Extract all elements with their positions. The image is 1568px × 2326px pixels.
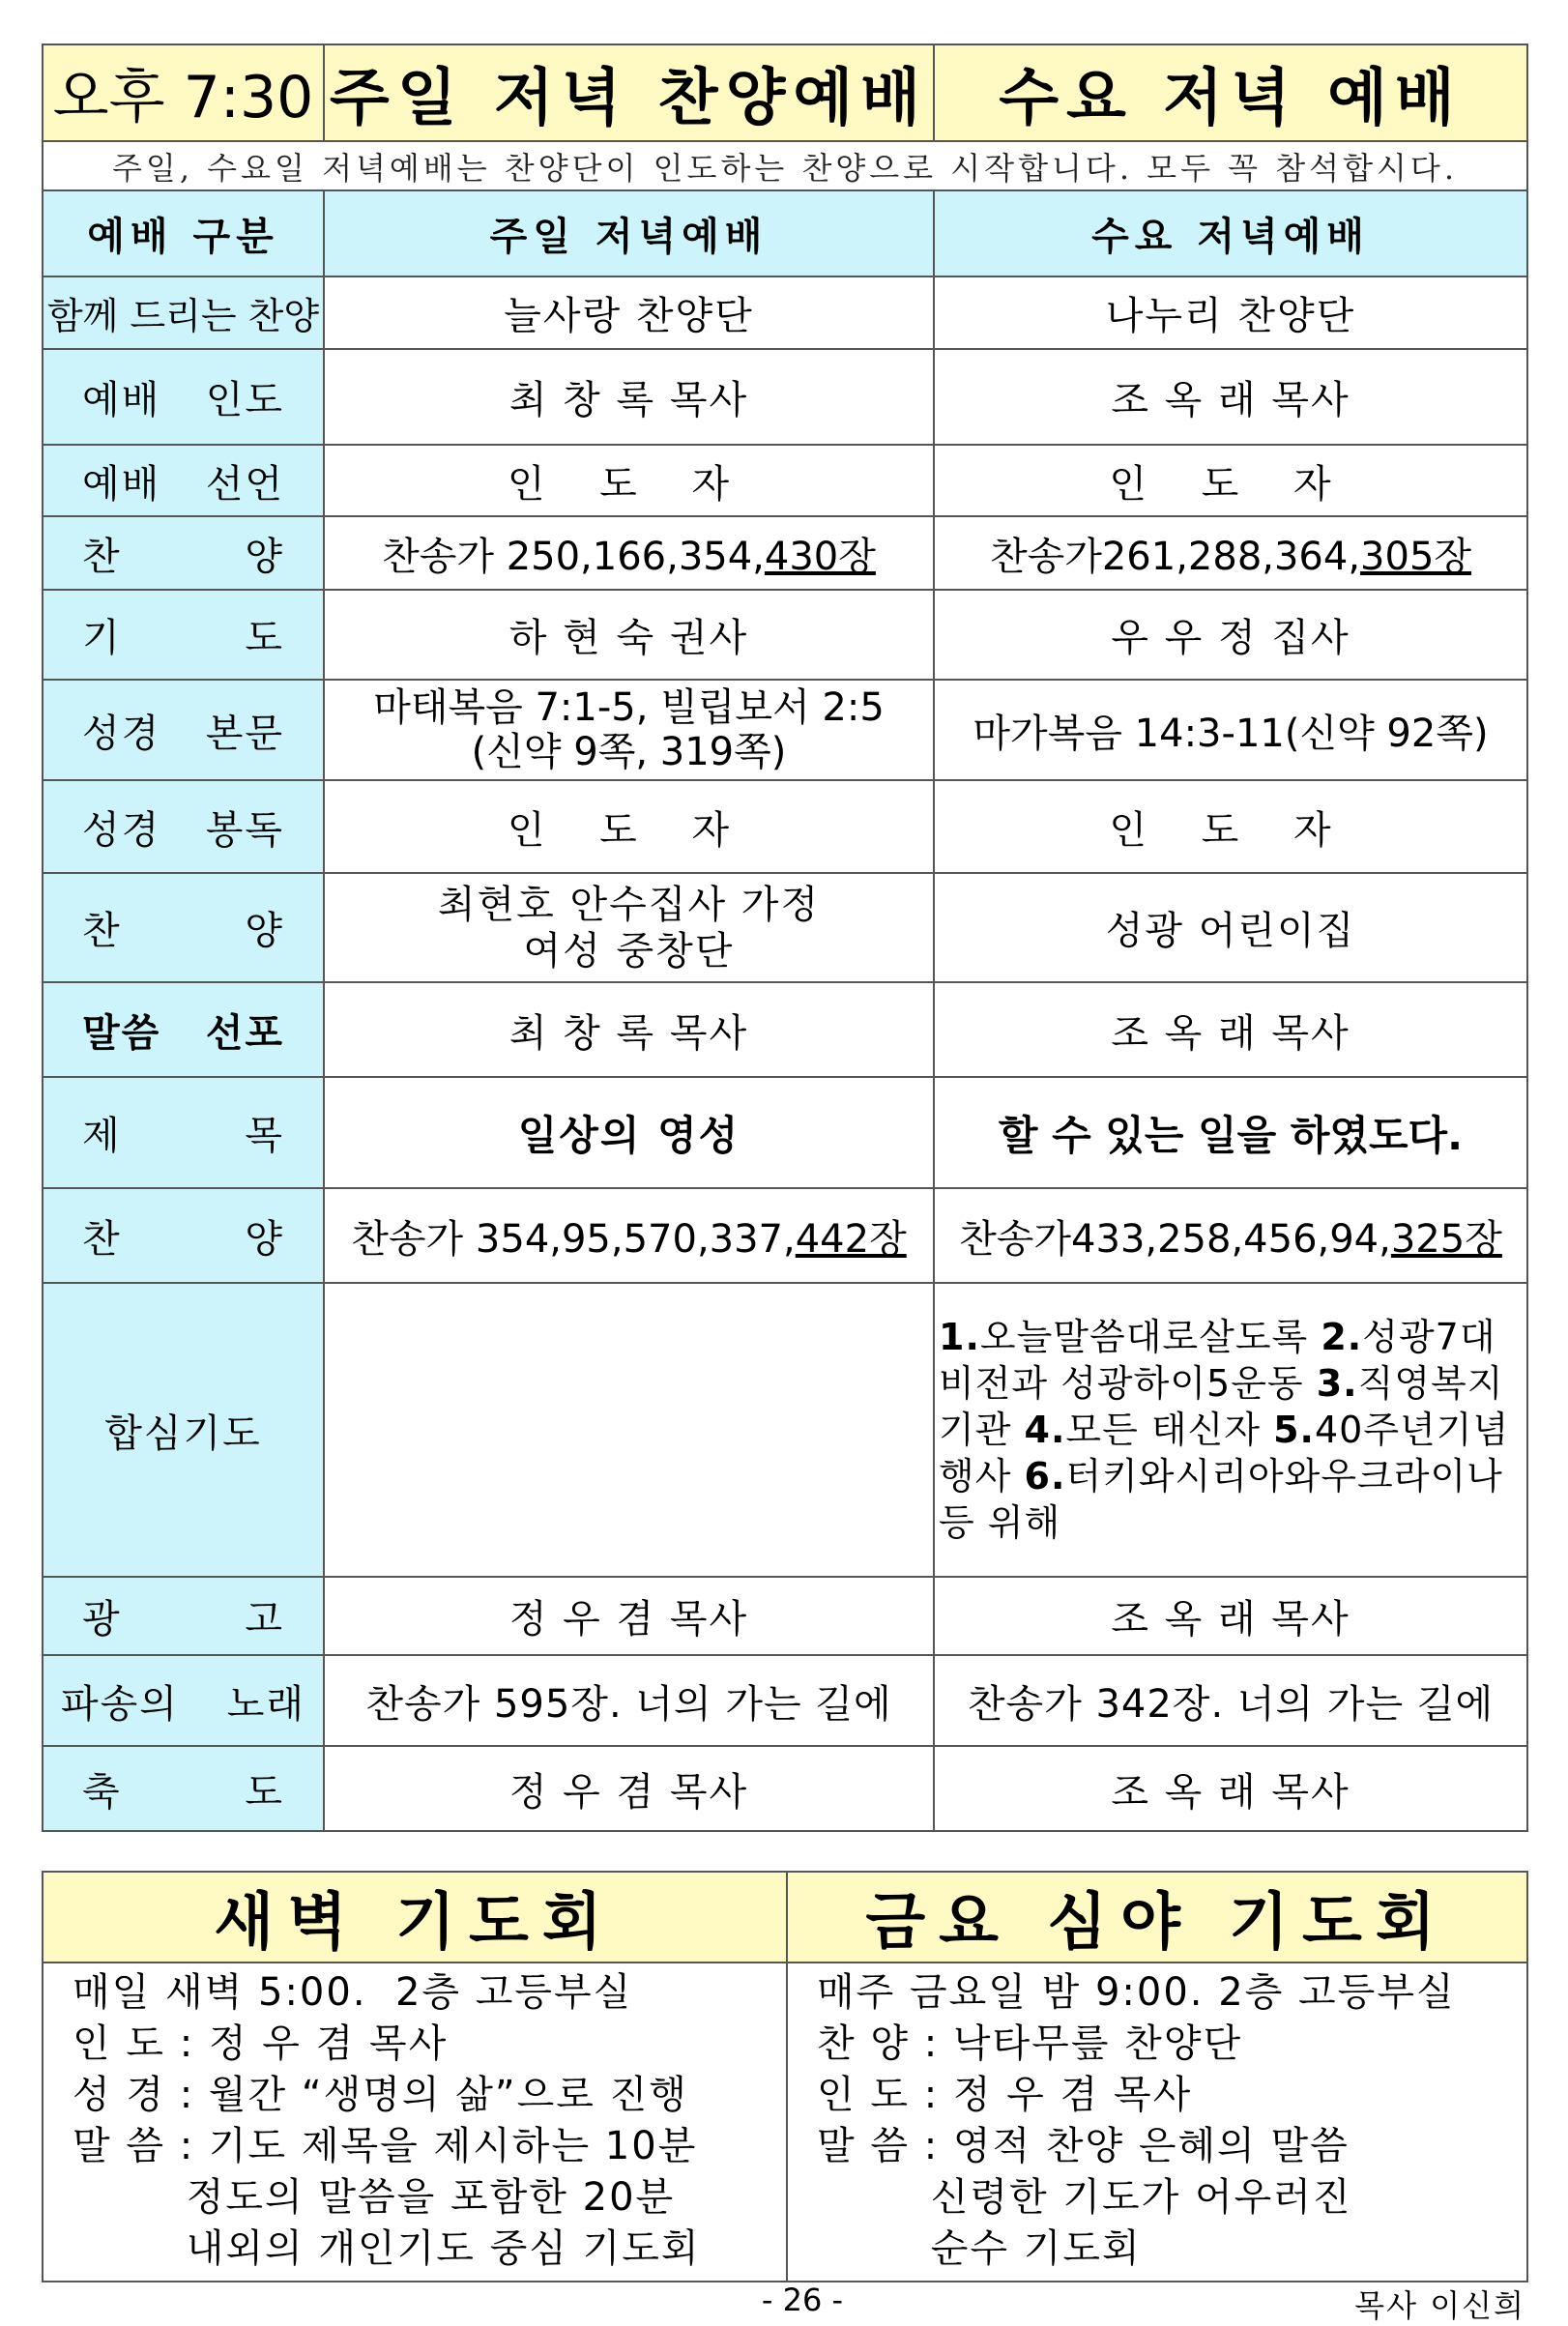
label-part: 인도	[205, 378, 284, 422]
page-number: - 26 -	[761, 2282, 844, 2318]
label-part: 양	[245, 1216, 284, 1262]
row-label	[43, 349, 324, 445]
hymn-numbers: 찬송가 354,95,570,337,	[351, 1216, 796, 1262]
sunday-value: 찬송가 595장. 너의 가는 길에	[324, 1655, 934, 1746]
friday-prayer-details	[787, 1963, 1527, 2282]
sunday-value	[324, 873, 934, 982]
worship-schedule-table	[42, 44, 1528, 1832]
notice-row	[43, 141, 1527, 190]
sunday-value: 인 도 자	[324, 780, 934, 873]
column-header-label: 예배 구분	[43, 190, 324, 276]
sunday-value: 인 도 자	[324, 445, 934, 516]
dawn-line: 성 경 : 월간 “생명의 삶”으로 진행	[73, 2073, 688, 2117]
row-label	[43, 1655, 324, 1746]
prayer-topic-number: 2.	[1321, 1316, 1363, 1358]
wednesday-value: 찬송가 342장. 너의 가는 길에	[934, 1655, 1527, 1746]
label-part: 성경	[82, 807, 161, 853]
sunday-value	[324, 680, 934, 780]
hymn-numbers: 찬송가 250,166,354,	[382, 534, 765, 579]
wednesday-value: 우 우 정 집사	[934, 590, 1527, 680]
friday-line: 신령한 기도가 어우러진	[817, 2175, 1352, 2220]
row-label	[43, 1188, 324, 1283]
label-part: 선언	[205, 461, 284, 507]
row-label	[43, 982, 324, 1077]
label-part: 본문	[205, 711, 284, 756]
row-label	[43, 516, 324, 590]
row-label	[43, 1077, 324, 1188]
row-choir	[43, 276, 1527, 349]
row-announcements	[43, 1577, 1527, 1655]
sunday-sermon-title: 일상의 영성	[324, 1077, 934, 1188]
label-part: 광	[82, 1597, 122, 1642]
prayer-meetings-header	[43, 1872, 1527, 1963]
wednesday-value	[934, 516, 1527, 590]
label-part: 목	[245, 1114, 284, 1158]
hymn-number-underlined: 430장	[764, 534, 876, 579]
wednesday-sermon-title: 할 수 있는 일을 하였도다.	[934, 1077, 1527, 1188]
hymn-number-underlined: 305장	[1360, 534, 1472, 579]
sunday-value: 정 우 겸 목사	[324, 1577, 934, 1655]
dawn-line: 인 도 : 정 우 겸 목사	[73, 2021, 449, 2066]
row-label	[43, 1746, 324, 1831]
label-part: 성경	[82, 711, 161, 756]
row-hymn-closing	[43, 1188, 1527, 1283]
wednesday-value: 성광 어린이집	[934, 873, 1527, 982]
row-label	[43, 590, 324, 680]
column-header-sunday: 주일 저녁예배	[324, 190, 934, 276]
label-part: 파송의	[61, 1681, 179, 1727]
prayer-topic-number: 1.	[939, 1316, 980, 1358]
label-part: 도	[245, 1769, 284, 1815]
sunday-value	[324, 516, 934, 590]
row-label	[43, 780, 324, 873]
friday-line: 매주 금요일 밤 9:00. 2층 고등부실	[817, 1970, 1456, 2015]
label-part: 찬	[82, 534, 122, 579]
special-line: 여성 중창단	[523, 928, 735, 974]
row-special-music	[43, 873, 1527, 982]
row-label: 함께 드리는 찬양	[43, 276, 324, 349]
sunday-value: 늘사랑 찬양단	[324, 276, 934, 349]
wednesday-value: 조 옥 래 목사	[934, 349, 1527, 445]
prayer-meetings-body	[43, 1963, 1527, 2282]
label-part: 축	[82, 1769, 122, 1815]
row-sermon	[43, 982, 1527, 1077]
sunday-value: 하 현 숙 권사	[324, 590, 934, 680]
friday-line: 찬 양 : 낙타무릎 찬양단	[817, 2021, 1243, 2066]
prayer-topic-number: 6.	[1024, 1455, 1066, 1497]
dawn-line: 내외의 개인기도 중심 기도회	[73, 2226, 701, 2271]
dawn-line: 매일 새벽 5:00. 2층 고등부실	[73, 1970, 633, 2015]
header-row	[43, 44, 1527, 141]
row-declaration	[43, 445, 1527, 516]
column-header-wednesday: 수요 저녁예배	[934, 190, 1527, 276]
hymn-number-underlined: 325장	[1390, 1216, 1502, 1262]
prayer-topic-number: 3.	[1316, 1362, 1358, 1405]
friday-line: 순수 기도회	[817, 2226, 1142, 2271]
prayer-topic: 터키와시리아와우크라이나 등 위해	[939, 1455, 1503, 1544]
label-part: 예배	[82, 461, 161, 507]
row-reading	[43, 780, 1527, 873]
wednesday-evening-title: 수요 저녁 예배	[934, 44, 1527, 141]
label-part: 봉독	[205, 807, 284, 853]
scripture-line: 마태복음 7:1-5, 빌립보서 2:5	[373, 685, 885, 730]
hymn-numbers: 찬송가261,288,364,	[989, 534, 1361, 579]
row-hymn-opening	[43, 516, 1527, 590]
label-part: 양	[245, 909, 284, 953]
service-time: 오후 7:30	[43, 44, 324, 141]
pastor-signature: 목사 이신희	[1354, 2287, 1525, 2324]
notice-text: 주일, 수요일 저녁예배는 찬양단이 인도하는 찬양으로 시작합니다. 모두 꼭 참석합시다.	[43, 141, 1527, 190]
prayer-topic: 40주년기념행사	[939, 1409, 1510, 1497]
sunday-value: 정 우 겸 목사	[324, 1746, 934, 1831]
sunday-value	[324, 1283, 934, 1577]
dawn-prayer-details	[43, 1963, 787, 2282]
sunday-value: 최 창 록 목사	[324, 349, 934, 445]
wednesday-value: 조 옥 래 목사	[934, 1746, 1527, 1831]
row-benediction	[43, 1746, 1527, 1831]
scripture-line: (신약 9쪽, 319쪽)	[471, 730, 787, 774]
row-sermon-title	[43, 1077, 1527, 1188]
wednesday-value: 조 옥 래 목사	[934, 982, 1527, 1077]
label-part: 양	[245, 534, 284, 579]
special-line: 최현호 안수집사 가정	[437, 882, 821, 927]
label-part: 찬	[82, 909, 122, 953]
row-prayer	[43, 590, 1527, 680]
prayer-topic: 오늘말씀대로살도록	[979, 1316, 1321, 1358]
friday-line: 인 도 : 정 우 겸 목사	[817, 2073, 1193, 2117]
wednesday-value	[934, 1188, 1527, 1283]
row-label: 합심기도	[43, 1283, 324, 1577]
friday-prayer-title: 금요 심야 기도회	[787, 1872, 1527, 1963]
prayer-topics	[934, 1283, 1527, 1577]
sunday-value	[324, 1188, 934, 1283]
wednesday-value: 나누리 찬양단	[934, 276, 1527, 349]
wednesday-value: 인 도 자	[934, 445, 1527, 516]
prayer-topic: 직영복지기관	[939, 1362, 1504, 1451]
sunday-value: 최 창 록 목사	[324, 982, 934, 1077]
label-part: 말씀	[82, 1010, 161, 1056]
dawn-line: 말 씀 : 기도 제목을 제시하는 10분	[73, 2124, 698, 2168]
row-label	[43, 1577, 324, 1655]
label-part: 제	[82, 1114, 122, 1158]
row-label	[43, 873, 324, 982]
label-part: 도	[245, 616, 284, 660]
sunday-evening-title: 주일 저녁 찬양예배	[324, 44, 934, 141]
row-label	[43, 445, 324, 516]
prayer-meetings-table	[42, 1871, 1528, 2282]
row-leader	[43, 349, 1527, 445]
label-part: 고	[245, 1597, 284, 1642]
wednesday-value: 조 옥 래 목사	[934, 1577, 1527, 1655]
hymn-number-underlined: 442장	[795, 1216, 907, 1262]
friday-line: 말 씀 : 영적 찬양 은혜의 말씀	[817, 2124, 1350, 2168]
prayer-topic-number: 4.	[1024, 1409, 1066, 1451]
row-joint-prayer	[43, 1283, 1527, 1577]
label-part: 찬	[82, 1216, 122, 1262]
prayer-topic: 모든 태신자	[1065, 1409, 1274, 1451]
column-header-row	[43, 190, 1527, 276]
label-part: 노래	[226, 1681, 305, 1727]
dawn-line: 정도의 말씀을 포함한 20분	[73, 2175, 676, 2220]
dawn-prayer-title: 새벽 기도회	[43, 1872, 787, 1963]
row-label	[43, 680, 324, 780]
prayer-topic-number: 5.	[1273, 1409, 1315, 1451]
row-scripture	[43, 680, 1527, 780]
wednesday-value: 마가복음 14:3-11(신약 92쪽)	[934, 680, 1527, 780]
label-part: 기	[82, 616, 122, 660]
label-part: 선포	[205, 1010, 284, 1056]
wednesday-value: 인 도 자	[934, 780, 1527, 873]
hymn-numbers: 찬송가433,258,456,94,	[959, 1216, 1391, 1262]
label-part: 예배	[82, 378, 161, 422]
prayer-topic: 성광7대비전과 성광하이5운동	[939, 1316, 1496, 1405]
row-sending-song	[43, 1655, 1527, 1746]
